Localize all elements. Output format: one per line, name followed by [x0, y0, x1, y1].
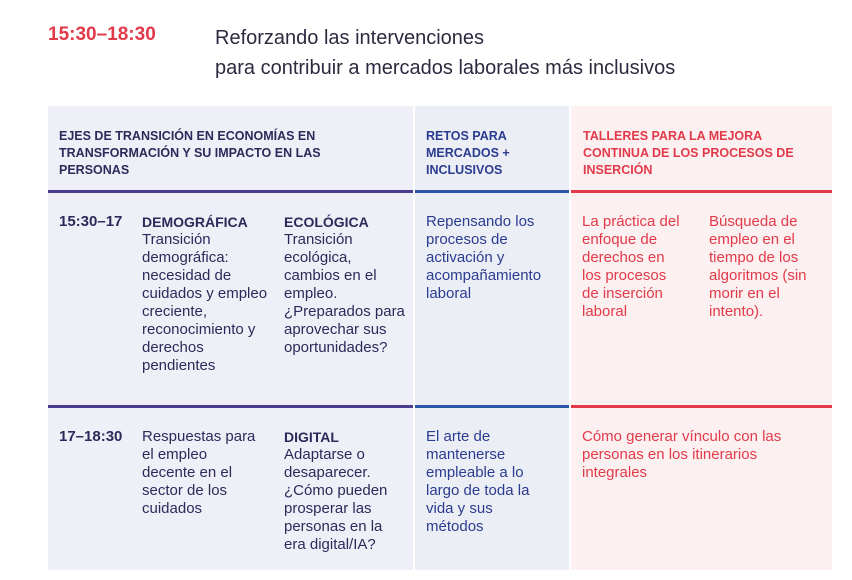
header-axes: EJES DE TRANSICIÓN EN ECONOMÍAS EN TRANSFORMACIÓN Y SU IMPACTO EN LAS PERSONAS — [59, 129, 321, 177]
row-1-axis-ecological — [284, 213, 406, 357]
session-title-line-2: para contribuir a mercados laborales más inclusivos — [215, 57, 676, 79]
row-divider-axes — [48, 405, 413, 408]
row-1-challenge: Repensando los procesos de activación y acompañamiento laboral — [426, 213, 542, 302]
row-divider-workshops — [571, 405, 832, 408]
row-2-axis-care: Respuestas para el empleo decente en el sector de los cuidados — [142, 428, 256, 517]
session-time: 15:30–18:30 — [48, 24, 156, 45]
column-separator-1 — [413, 106, 415, 570]
row-1-workshop-1: La práctica del enfoque de derechos en los procesos de inserción laboral — [582, 213, 680, 320]
axis-title-ecological: ECOLÓGICA — [284, 214, 369, 230]
column-separator-2 — [569, 106, 571, 570]
row-2-workshop: Cómo generar vínculo con las personas en los itinerarios integrales — [582, 428, 782, 481]
row-2-challenge: El arte de mantenerse empleable a lo largo de toda la vida y sus métodos — [426, 428, 530, 535]
header-divider-challenges — [415, 190, 569, 193]
row-1-time: 15:30–17 — [59, 213, 123, 230]
row-2-axis-digital — [284, 428, 406, 554]
axis-text-demographic: Transición demográfica: necesidad de cuidados y empleo creciente, reconocimiento y derechos pendientes — [142, 231, 268, 374]
session-title-line-1: Reforzando las intervenciones — [215, 27, 485, 49]
axis-text-ecological: Transición ecológica, cambios en el empleo. ¿Preparados para aprovechar sus oportunidades? — [284, 231, 405, 356]
axis-text-digital: Adaptarse o desaparecer. ¿Cómo pueden prosperar las personas en la era digital/IA? — [284, 446, 388, 553]
axis-title-demographic: DEMOGRÁFICA — [142, 214, 248, 230]
header-divider-workshops — [571, 190, 832, 193]
header-challenges: RETOS PARA MERCADOS + INCLUSIVOS — [426, 129, 510, 177]
row-divider-challenges — [415, 405, 569, 408]
row-1-axis-demographic — [142, 213, 270, 375]
header-workshops: TALLERES PARA LA MEJORA CONTINUA DE LOS PROCESOS DE INSERCIÓN — [583, 129, 794, 177]
session-title — [215, 23, 675, 83]
header-divider-axes — [48, 190, 413, 193]
axis-title-digital: DIGITAL — [284, 429, 339, 445]
row-1-workshop-2: Búsqueda de empleo en el tiempo de los algoritmos (sin morir en el intento). — [709, 213, 807, 320]
row-2-time: 17–18:30 — [59, 428, 123, 445]
